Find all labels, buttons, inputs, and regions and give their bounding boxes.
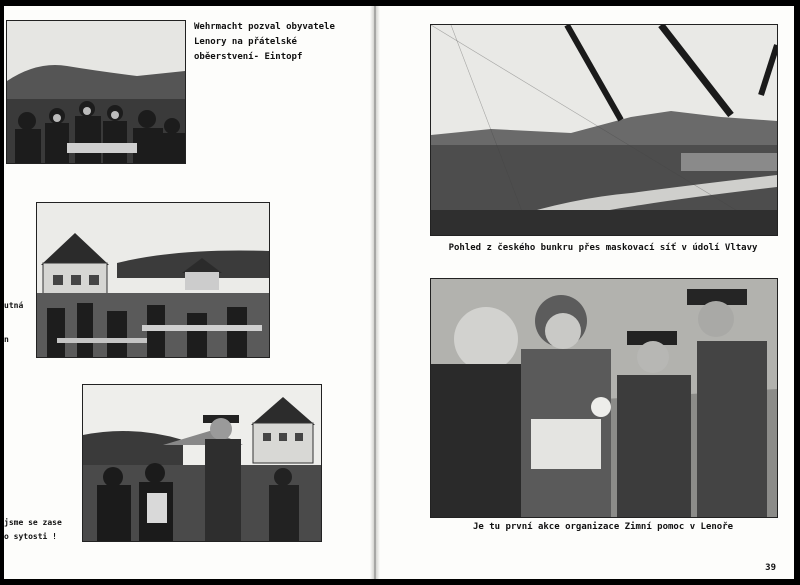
photo-vltava-valley: [430, 24, 778, 236]
book-gutter: [370, 6, 380, 579]
photo-crowd-officer: [82, 384, 322, 542]
edge-text-fragment: jsme se zase o sytosti !: [4, 518, 62, 541]
photo-outdoor-meal: [36, 202, 270, 358]
caption-wehrmacht-invite: Wehrmacht pozval obyvatele Lenory na přátelské oběerstvení- Eintopf: [194, 22, 335, 62]
caption-vltava-view: Pohled z českého bunkru přes maskovací síť v údolí Vltavy: [448, 243, 758, 253]
photo-women-soldiers: [430, 278, 778, 518]
left-page: [4, 6, 370, 579]
edge-text-fragment: utná: [4, 301, 24, 310]
caption-winter-relief: Je tu první akce organizace Zimní pomoc v Lenoře: [472, 522, 734, 532]
page-number: 39: [765, 563, 776, 573]
right-page: [380, 6, 794, 579]
photo-villagers-eating: [6, 20, 186, 164]
edge-text-fragment: n: [4, 335, 9, 344]
